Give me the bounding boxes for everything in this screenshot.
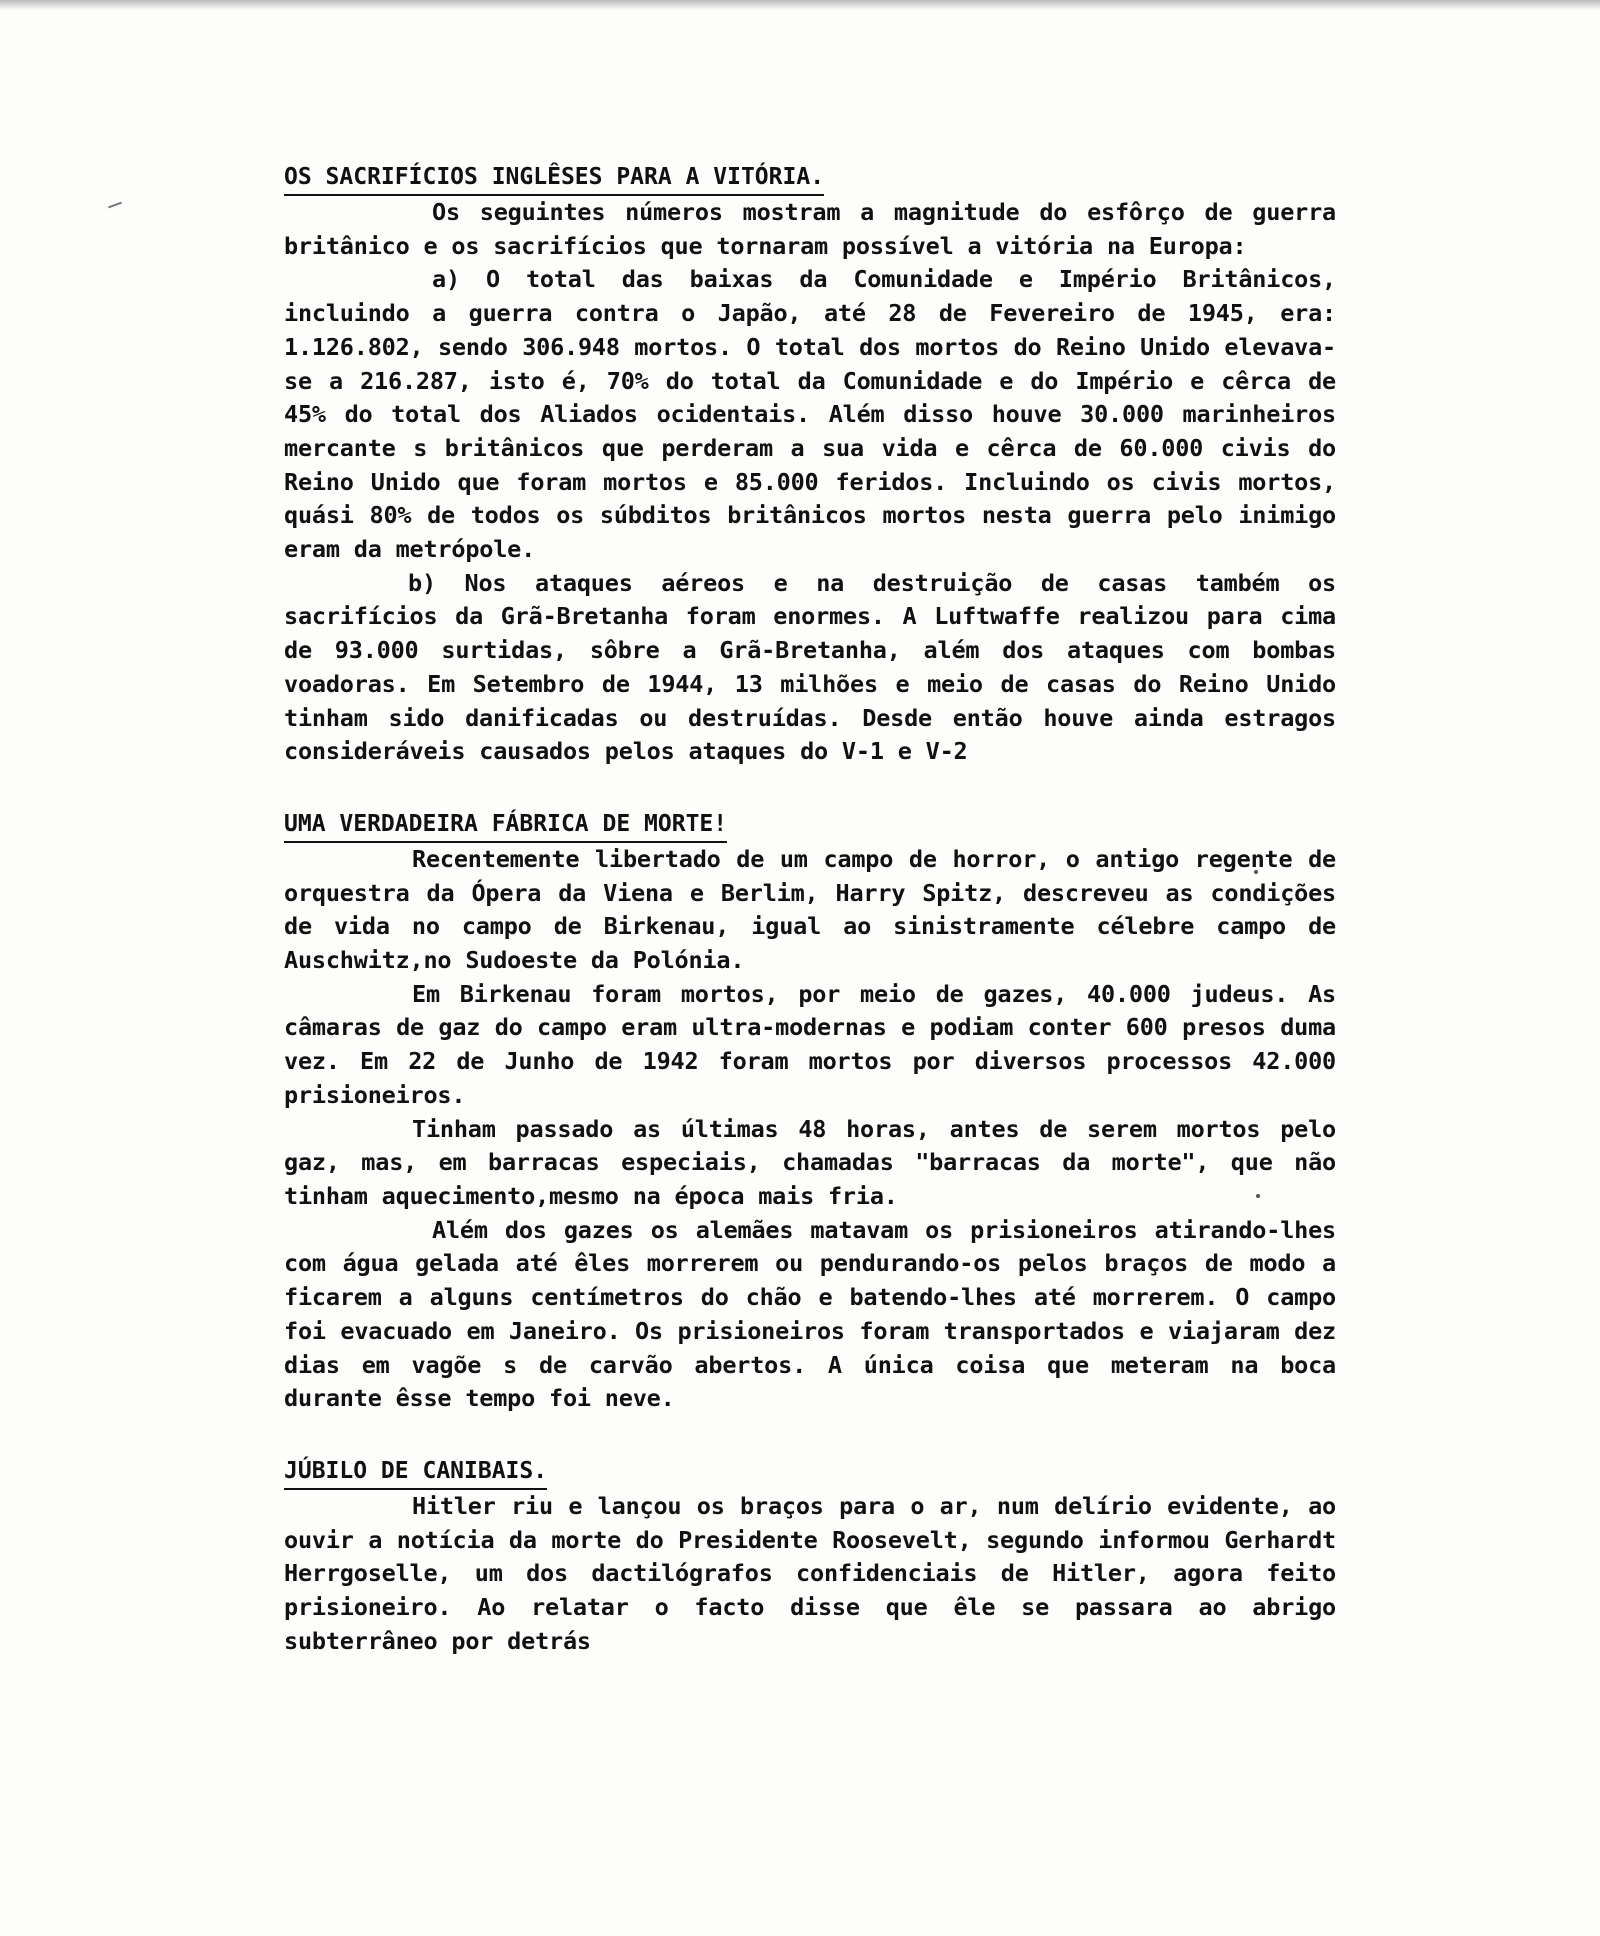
text-column	[284, 160, 1336, 1658]
paragraph: Tinham passado as últimas 48 horas, antes de serem mortos pelo gaz, mas, em barracas especiais, chamadas "barracas da morte", que não tinham aquecimento,mesmo na época mais fria.	[284, 1114, 1336, 1210]
section-heading: OS SACRIFÍCIOS INGLÊSES PARA A VITÓRIA.	[284, 160, 824, 196]
scan-edge	[0, 0, 1600, 10]
paragraph: Hitler riu e lançou os braços para o ar, num delírio evidente, ao ouvir a notícia da morte do Presidente Roosevelt, segundo informou Gerhardt Herrgoselle, um dos dactilógrafos confidenciais de Hitler, agora feito prisioneiro. Ao relatar o facto disse que êle se passara ao abrigo subterrâneo por detrás	[284, 1491, 1336, 1655]
section-british-sacrifices	[284, 160, 1336, 769]
paragraph: Além dos gazes os alemães matavam os prisioneiros atirando-lhes com água gelada até êles morrerem ou pendurando-os pelos braços de modo a ficarem a alguns centímetros do chão e batendo-lhes até morrerem. O campo foi evacuado em Janeiro. Os prisioneiros foram transportados e viajaram dez dias em vagõe s de carvão abertos. A única coisa que meteram na boca durante êsse tempo foi neve.	[284, 1215, 1336, 1413]
paragraph: Recentemente libertado de um campo de horror, o antigo regente de orquestra da Ópera da Viena e Berlim, Harry Spitz, descreveu as condições de vida no campo de Birkenau, igual ao sinistramente célebre campo de Auschwitz,no Sudoeste da Polónia.	[284, 844, 1336, 975]
paragraph: Os seguintes números mostram a magnitude do esfôrço de guerra britânico e os sacrifícios que tornaram possível a vitória na Europa:	[284, 198, 1336, 260]
paragraph: Em Birkenau foram mortos, por meio de gazes, 40.000 judeus. As câmaras de gaz do campo eram ultra-modernas e podiam conter 600 presos duma vez. Em 22 de Junho de 1942 foram mortos por diversos processos 42.000 prisioneiros.	[284, 979, 1336, 1109]
section-heading: JÚBILO DE CANIBAIS.	[284, 1454, 547, 1490]
paragraph: b) Nos ataques aéreos e na destruição de casas também os sacrifícios da Grã-Bretanha foram enormes. A Luftwaffe realizou para cima de 93.000 surtidas, sôbre a Grã-Bretanha, além dos ataques com bombas voadoras. Em Setembro de 1944, 13 milhões e meio de casas do Reino Unido tinham sido danificadas ou destruídas. Desde então houve ainda estragos consideráveis causados pelos ataques do V-1 e V-2	[284, 568, 1336, 766]
section-death-factory	[284, 807, 1336, 1416]
section-cannibal-jubilee	[284, 1454, 1336, 1659]
paragraph: a) O total das baixas da Comunidade e Império Britânicos, incluindo a guerra contra o Japão, até 28 de Fevereiro de 1945, era: 1.126.802, sendo 306.948 mortos. O total dos mortos do Reino Unido elevava-se a 216.287, isto é, 70% do total da Comunidade e do Império e cêrca de 45% do total dos Aliados ocidentais. Além disso houve 30.000 marinheiros mercante s britânicos que perderam a sua vida e cêrca de 60.000 civis do Reino Unido que foram mortos e 85.000 feridos. Incluindo os civis mortos, quási 80% de todos os súbditos britânicos mortos nesta guerra pelo inimigo eram da metrópole.	[284, 265, 1336, 564]
section-heading: UMA VERDADEIRA FÁBRICA DE MORTE!	[284, 807, 727, 843]
stray-mark	[108, 202, 122, 209]
